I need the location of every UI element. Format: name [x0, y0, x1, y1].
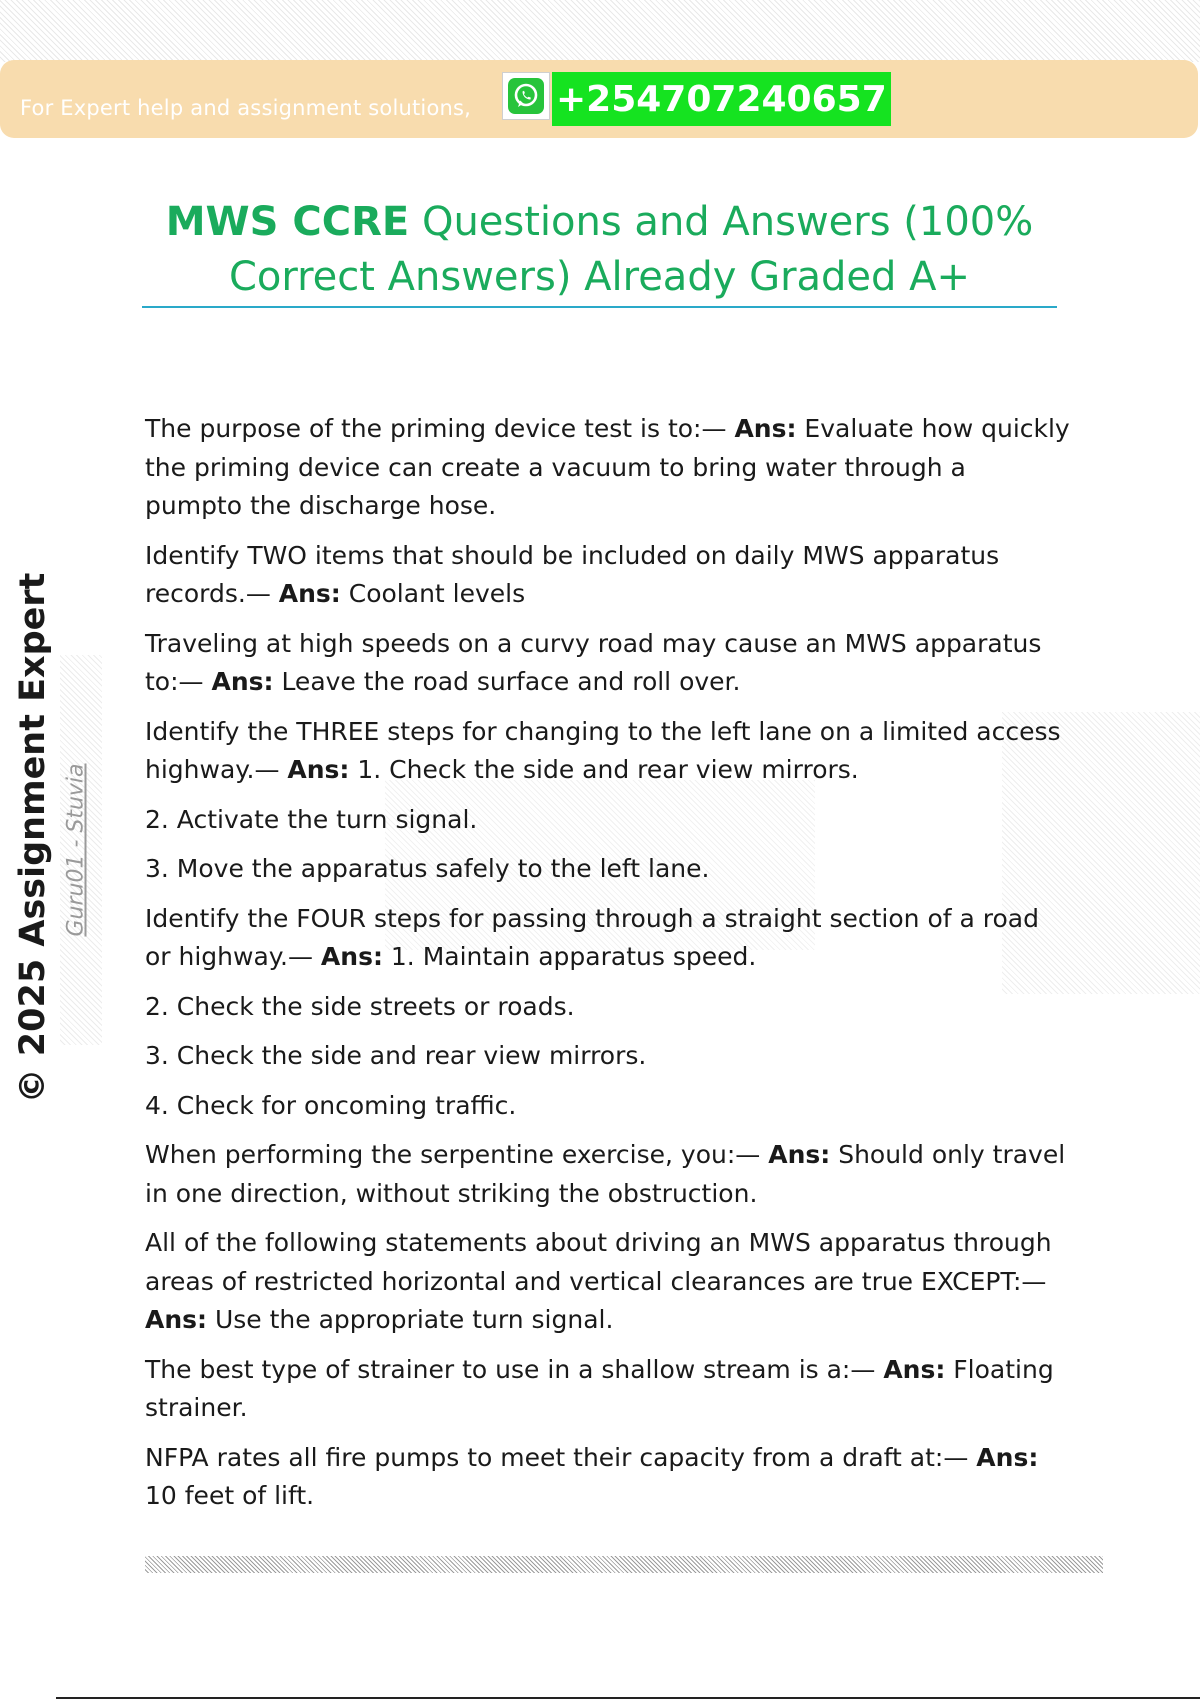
bottom-hatch-divider — [145, 1556, 1103, 1573]
step-line: 3. Move the apparatus safely to the left lane. — [145, 854, 710, 883]
top-hatch-decoration — [0, 0, 1200, 62]
answer-text: 10 feet of lift. — [145, 1481, 315, 1510]
whatsapp-glyph — [511, 81, 541, 111]
answer-text: Evaluate how quickly the priming device can create a vacuum to bring water through a pumpto the discharge hose. — [145, 414, 1070, 520]
title-underline — [142, 306, 1057, 308]
answer-label: Ans: — [278, 579, 341, 608]
answer-label: Ans: — [287, 755, 350, 784]
step-line: 2. Activate the turn signal. — [145, 804, 478, 834]
qa-item — [145, 537, 1070, 614]
watermark-text: Guru01 - Stuvia — [63, 763, 89, 937]
answer-label: Ans: — [211, 667, 274, 696]
answer-label: Ans: — [883, 1354, 946, 1384]
phone-number[interactable]: +254707240657 — [552, 72, 891, 126]
question-text: NFPA rates all fire pumps to meet their capacity from a draft at:— — [145, 1442, 977, 1472]
question-text: Identify the FOUR steps for passing through a straight section of a road or highway.— — [145, 903, 1039, 971]
question-text: All of the following statements about driving an MWS apparatus through areas of restricted horizontal and vertical clearances are true EXCEPT:— — [145, 1228, 1052, 1296]
qa-item — [145, 713, 1070, 790]
copyright-notice: © 2025 Assignment Expert — [13, 572, 53, 1104]
qa-item — [145, 1224, 1070, 1340]
title-rest: Questions and Answers (100% Correct Answers) Already Graded A+ — [228, 199, 1034, 300]
question-text: Traveling at high speeds on a curvy road may cause an MWS apparatus to:— — [145, 628, 1042, 696]
question-text: When performing the serpentine exercise, you:— — [145, 1140, 769, 1169]
answer-label: Ans: — [145, 1305, 208, 1334]
qa-item — [145, 1439, 1070, 1516]
answer-label: Ans: — [734, 414, 797, 443]
step-line: 4. Check for oncoming traffic. — [145, 1090, 517, 1120]
qa-item — [145, 410, 1070, 526]
answer-text: Floating strainer. — [145, 1354, 1054, 1422]
question-text: The best type of strainer to use in a shallow stream is a:— — [145, 1354, 884, 1384]
answer-label: Ans: — [976, 1442, 1039, 1472]
qa-list — [145, 410, 1070, 1527]
qa-item — [145, 1136, 1070, 1213]
answer-text: 1. Check the side and rear view mirrors. — [349, 755, 859, 784]
title-bold-part: MWS CCRE — [165, 199, 410, 245]
answer-label: Ans: — [768, 1140, 831, 1169]
page-title — [142, 195, 1057, 305]
bottom-rule — [56, 1697, 1200, 1699]
answer-text: 1. Maintain apparatus speed. — [382, 942, 757, 971]
whatsapp-icon-tile — [508, 78, 544, 114]
answer-label: Ans: — [320, 942, 383, 971]
whatsapp-icon[interactable] — [502, 72, 550, 120]
question-text: The purpose of the priming device test is to:— — [145, 414, 735, 443]
answer-text: Leave the road surface and roll over. — [273, 667, 741, 696]
answer-text: Should only travel in one direction, without striking the obstruction. — [145, 1140, 1066, 1208]
step-line: 2. Check the side streets or roads. — [145, 991, 575, 1021]
qa-item — [145, 900, 1070, 977]
question-text: Identify the THREE steps for changing to the left lane on a limited access highway.— — [145, 716, 1061, 784]
step-line: 3. Check the side and rear view mirrors. — [145, 1041, 647, 1070]
qa-item — [145, 1351, 1070, 1428]
answer-text: Use the appropriate turn signal. — [207, 1305, 614, 1334]
qa-item — [145, 625, 1070, 702]
answer-text: Coolant levels — [340, 579, 526, 608]
question-text: Identify TWO items that should be included on daily MWS apparatus records.— — [145, 540, 1000, 608]
banner-text: For Expert help and assignment solutions, — [20, 96, 472, 120]
